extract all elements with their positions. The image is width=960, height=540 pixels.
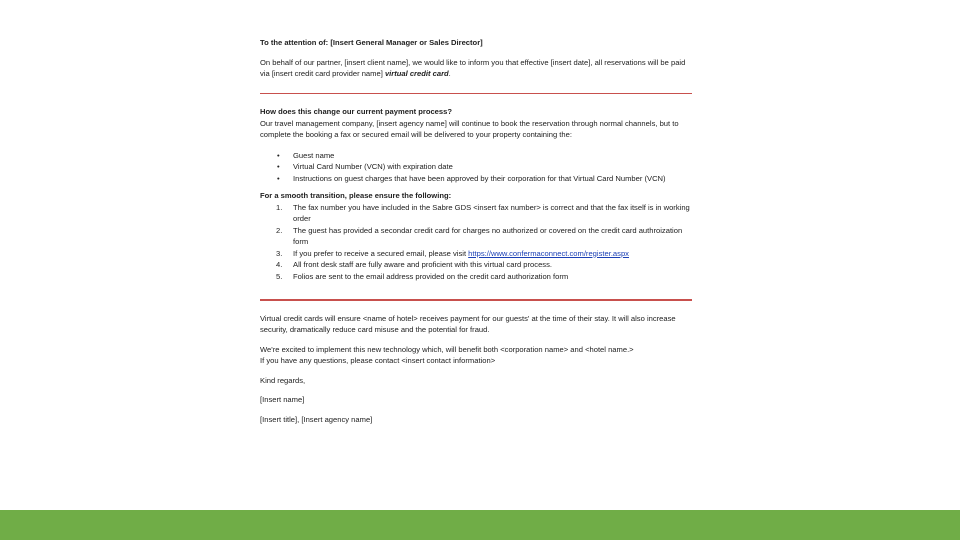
intro-end: . bbox=[448, 69, 451, 78]
list-item: • Virtual Card Number (VCN) with expiration date bbox=[277, 162, 453, 171]
signature-title: [Insert title], [Insert agency name] bbox=[260, 414, 373, 424]
letter-document bbox=[260, 37, 692, 425]
closing-paragraph-1: Virtual credit cards will ensure <name of hotel> receives payment for our guests' at the time of their stay. It will also increase security, dramatically reduce card misuse and the potential for fraud. bbox=[260, 313, 676, 334]
attention-label: To the attention of: bbox=[260, 38, 329, 47]
closing-paragraph-2-line-2: If you have any questions, please contact <insert contact information> bbox=[260, 356, 496, 365]
section2-heading: For a smooth transition, please ensure the following: bbox=[260, 191, 452, 200]
attention-line bbox=[260, 37, 692, 49]
steps-list bbox=[260, 202, 692, 283]
closing-paragraph-2-line-1: We're excited to implement this new technology which, will benefit both <corporation name> and <hotel name.> bbox=[260, 344, 634, 354]
section1-heading: How does this change our current payment process? bbox=[260, 107, 452, 116]
list-item: 2. The guest has provided a secondar credit card for charges no authorized or covered on the credit card authroization form bbox=[276, 225, 683, 246]
footer-accent-bar bbox=[0, 510, 960, 540]
list-item: • Instructions on guest charges that have been approved by their corporation for that Virtual Card Number (VCN) bbox=[277, 173, 666, 183]
list-item: 1. The fax number you have included in the Sabre GDS <insert fax number> is correct and that the fax itself is in working order bbox=[276, 202, 690, 223]
list-item: 3. If you prefer to receive a secured email, please visit https://www.confermaconnect.com/register.aspx bbox=[276, 248, 629, 258]
list-item: 5. Folios are sent to the email address provided on the credit card authorization form bbox=[276, 271, 569, 281]
intro-text: On behalf of our partner, [insert client name], we would like to inform you that effective [insert date], all reservations will be paid via [insert credit card provider name] bbox=[260, 57, 686, 78]
bullet-icon: • bbox=[277, 173, 280, 183]
register-link[interactable]: https://www.confermaconnect.com/register.aspx bbox=[468, 248, 629, 258]
bullet-icon: • bbox=[277, 150, 280, 160]
bullet-icon: • bbox=[277, 162, 280, 171]
attention-value: [Insert General Manager or Sales Director] bbox=[330, 38, 483, 47]
content-list bbox=[260, 150, 692, 185]
regards-line: Kind regards, bbox=[260, 375, 306, 385]
intro-paragraph bbox=[260, 57, 692, 80]
signature-name: [Insert name] bbox=[260, 395, 305, 404]
intro-emphasis: virtual credit card bbox=[384, 69, 449, 78]
list-item: 4. All front desk staff are fully aware and proficient with this virtual card process. bbox=[276, 260, 553, 269]
list-item: • Guest name bbox=[277, 150, 335, 160]
section1-body: Our travel management company, [insert agency name] will continue to book the reservation through normal channels, but to complete the booking a fax or secured email will be delivered to your property containing the: bbox=[260, 118, 679, 139]
